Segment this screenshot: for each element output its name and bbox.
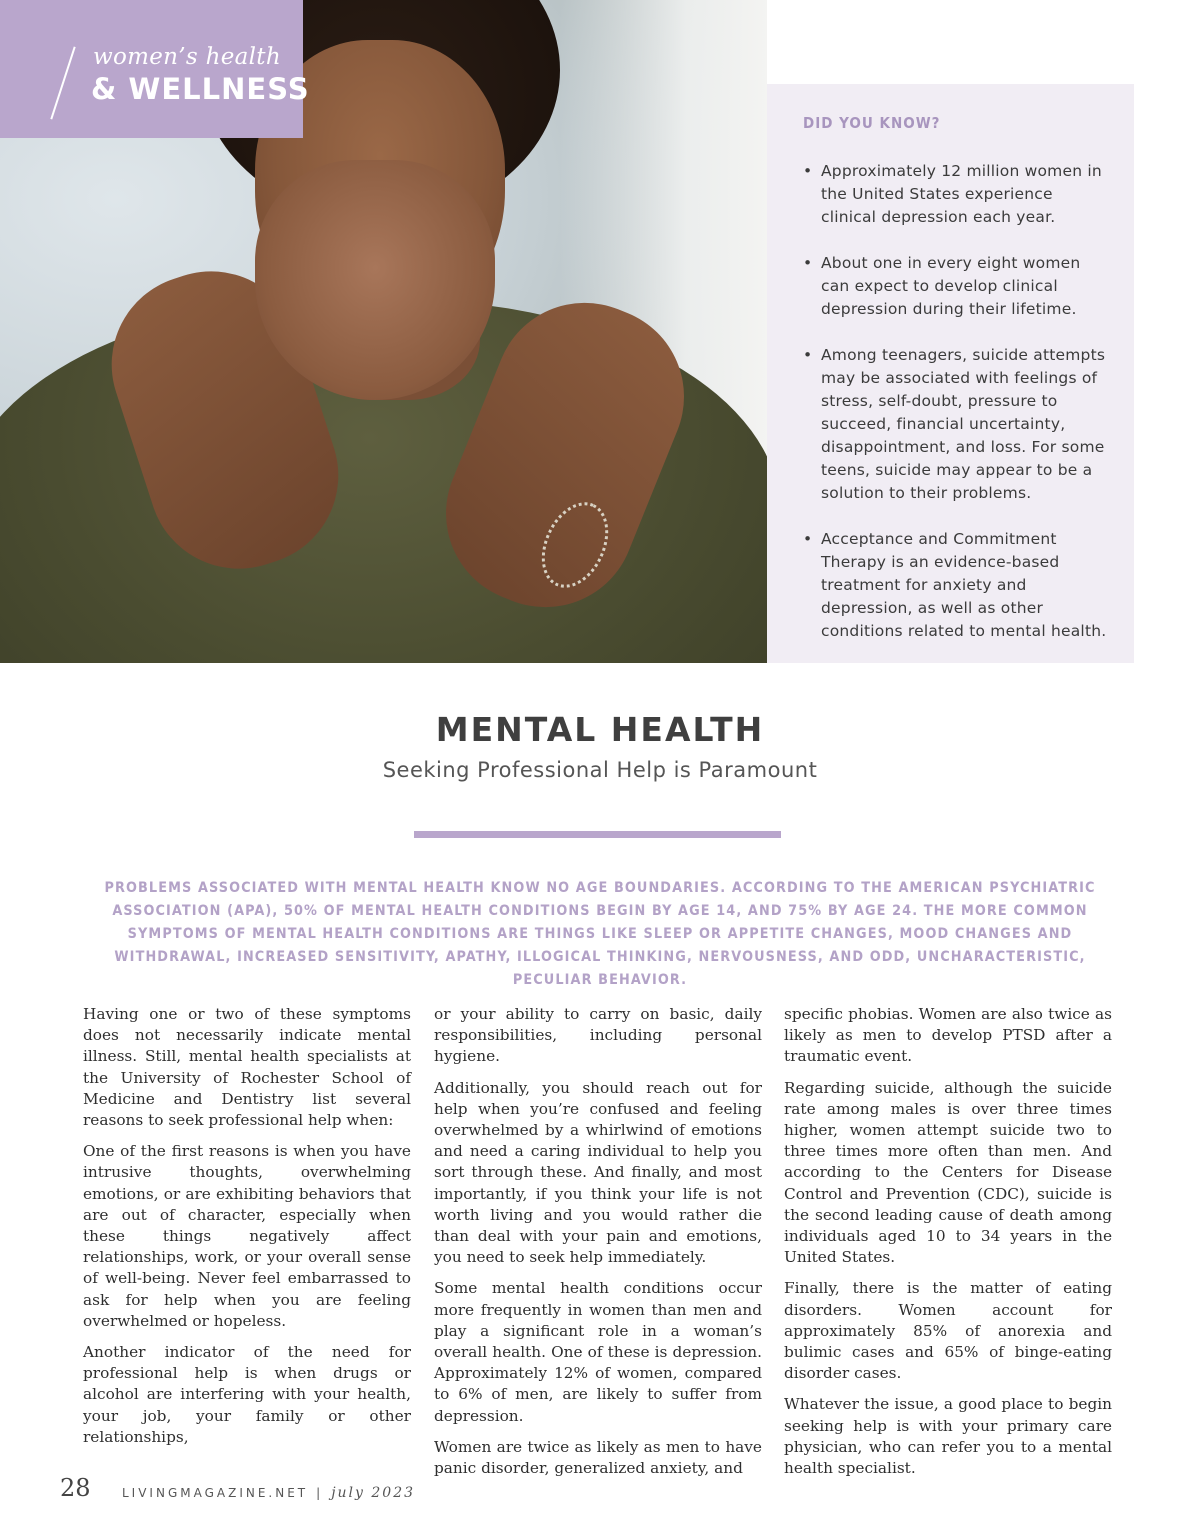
body-paragraph: specific phobias. Women are also twice as likely as men to develop PTSD after a traumatic event. bbox=[784, 1005, 1112, 1066]
list-item: • Among teenagers, suicide attempts may be associated with feelings of stress, self-doubt, pressure to succeed, financial uncertainty, disappointment, and loss. For some teens, suicide may appear to be a solution to their problems. bbox=[803, 344, 1110, 505]
section-label: & WELLNESS bbox=[91, 72, 310, 106]
footer-site: LIVINGMAGAZINE.NET bbox=[122, 1486, 309, 1500]
article-title: MENTAL HEALTH bbox=[435, 710, 765, 749]
body-paragraph: or your ability to carry on basic, daily responsibilities, including personal hygiene. bbox=[434, 1005, 762, 1066]
title-divider bbox=[414, 831, 781, 838]
body-paragraph: Whatever the issue, a good place to begin seeking help is with your primary care physician, who can refer you to a mental health specialist. bbox=[784, 1395, 1112, 1478]
body-paragraph: Finally, there is the matter of eating disorders. Women account for approximately 85% of anorexia and bulimic cases and 65% of binge-eating disorder cases. bbox=[784, 1279, 1112, 1383]
body-paragraph: Another indicator of the need for professional help is when drugs or alcohol are interfering with your health, your job, your family or other relationships, bbox=[83, 1343, 411, 1446]
did-you-know-list bbox=[803, 160, 1110, 643]
body-paragraph: Having one or two of these symptoms does not necessarily indicate mental illness. Still, mental health specialists at the University of Rochester School of Medicine and Dentistry list several reasons to seek professional help when: bbox=[83, 1005, 411, 1130]
body-column-3 bbox=[784, 1004, 1112, 1489]
footer-separator: | bbox=[316, 1486, 324, 1500]
body-column-2 bbox=[434, 1004, 762, 1489]
list-item: • Acceptance and Commitment Therapy is an evidence-based treatment for anxiety and depression, as well as other conditions related to mental health. bbox=[803, 528, 1110, 643]
footer-date: july 2023 bbox=[331, 1485, 416, 1501]
page-number: 28 bbox=[60, 1474, 91, 1502]
body-paragraph: One of the first reasons is when you have intrusive thoughts, overwhelming emotions, or are exhibiting behaviors that are out of character, especially when these things negatively affect relationships, work, or your overall sense of well-being. Never feel embarrassed to ask for help when you are feeling overwhelmed or hopeless. bbox=[83, 1142, 411, 1330]
slash-divider bbox=[50, 47, 75, 120]
section-kicker: women’s health bbox=[93, 44, 281, 70]
body-paragraph: Regarding suicide, although the suicide rate among males is over three times higher, women attempt suicide two to three times more often than men. And according to the Centers for Disease Control and Prevention (CDC), suicide is the second leading cause of death among individuals aged 10 to 34 years in the United States. bbox=[784, 1078, 1112, 1267]
list-item: • About one in every eight women can expect to develop clinical depression during their lifetime. bbox=[803, 252, 1110, 321]
did-you-know-box bbox=[767, 84, 1134, 663]
body-paragraph: Women are twice as likely as men to have panic disorder, generalized anxiety, and bbox=[434, 1437, 762, 1478]
body-column-1 bbox=[83, 1004, 411, 1458]
article-subtitle: Seeking Professional Help is Paramount bbox=[382, 758, 818, 782]
did-you-know-title: DID YOU KNOW? bbox=[803, 114, 941, 132]
list-item: • Approximately 12 million women in the United States experience clinical depression each year. bbox=[803, 160, 1110, 229]
article-intro: PROBLEMS ASSOCIATED WITH MENTAL HEALTH KNOW NO AGE BOUNDARIES. ACCORDING TO THE AMERICAN PSYCHIATRIC ASSOCIATION (APA), 50% OF MENTAL HEALTH CONDITIONS BEGIN BY AGE 14, AND 75% BY AGE 24. THE MORE COMMON SYMPTOMS OF MENTAL HEALTH CONDITIONS ARE THINGS LIKE SLEEP OR APPETITE CHANGES, MOOD CHANGES AND WITHDRAWAL, INCREASED SENSITIVITY, APATHY, ILLOGICAL THINKING, NERVOUSNESS, AND ODD, UNCHARACTERISTIC, PECULIAR BEHAVIOR. bbox=[104, 880, 1096, 988]
body-paragraph: Additionally, you should reach out for help when you’re confused and feeling overwhelmed by a whirlwind of emotions and need a caring individual to help you sort through these. And finally, and most importantly, if you think your life is not worth living and you would rather die than deal with your pain and emotions, you need to seek help immediately. bbox=[434, 1078, 762, 1267]
footer-meta bbox=[122, 1485, 415, 1501]
section-tag bbox=[0, 0, 310, 138]
body-paragraph: Some mental health conditions occur more frequently in women than men and play a significant role in a woman’s overall health. One of these is depression. Approximately 12% of women, compared to 6% of men, are likely to suffer from depression. bbox=[434, 1279, 762, 1425]
